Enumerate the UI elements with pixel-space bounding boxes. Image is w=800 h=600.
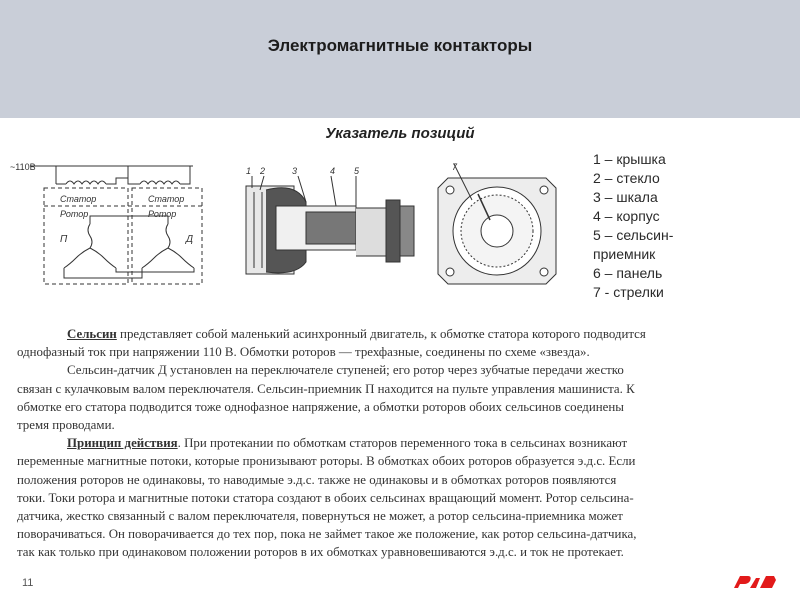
paragraph-3-line: датчика, жестко связанный с валом переключателя, повернуться не может, а ротор сельсина-приемника может: [17, 509, 623, 524]
paragraph-2-line: обмотке его статора подводится тоже однофазное напряжение, а обмотки роторов обоих сельсинов соединены: [17, 399, 624, 414]
callout-2: 2: [260, 166, 266, 176]
callout-4: 4: [330, 166, 336, 176]
paragraph-3-line: Принцип действия. При протекании по обмоткам статоров переменного тока в сельсинах возникают: [67, 436, 628, 451]
stator-label-right: Статор: [148, 194, 185, 204]
position-indicator-cross-section: [236, 162, 422, 288]
paragraph-1-line: однофазный ток при напряжении 110 В. Обмотки роторов — трехфазные, соединены по схеме «звезда».: [17, 345, 590, 360]
paragraph-2-line: связан с кулачковым валом переключателя. Сельсин-приемник П находится на пульте управления машиниста. К: [17, 381, 635, 396]
paragraph-3-line: поворачиваться. Он поворачивается до тех пор, пока не займет такое же положение, как ротор сельсина-датчика,: [17, 527, 637, 542]
rzd-logo: [732, 574, 778, 590]
selsyn-wiring-diagram: [8, 154, 208, 294]
legend-item: 6 – панель: [593, 265, 663, 281]
position-indicator-dial: [428, 160, 566, 290]
body-text: [17, 325, 777, 562]
term-principle: Принцип действия: [67, 436, 178, 451]
paragraph-1-line: Сельсин представляет собой маленький асинхронный двигатель, к обмотке статора которого подводится: [67, 327, 646, 341]
rotor-label-left: Ротор: [60, 209, 89, 219]
legend-item: 1 – крышка: [593, 151, 666, 167]
header-banner: [0, 0, 800, 118]
paragraph-2-line: тремя проводами.: [17, 418, 115, 433]
section-subtitle: Указатель позиций: [325, 125, 475, 142]
voltage-label: ~110В: [10, 162, 36, 172]
paragraph-3-line: переменные магнитные потоки, которые пронизывают роторы. В обмотках обоих роторов образуется э.д.с. Если: [17, 454, 636, 469]
page-number: 11: [22, 577, 34, 589]
legend-item: приемник: [593, 246, 656, 262]
term-selsyn: Сельсин: [67, 327, 117, 341]
callout-5: 5: [354, 166, 360, 176]
receiver-label: П: [60, 234, 68, 245]
legend-item: 4 – корпус: [593, 208, 660, 224]
legend-item: 7 - стрелки: [593, 284, 664, 300]
legend-item: 5 – сельсин-: [593, 227, 674, 243]
callout-3: 3: [292, 166, 298, 176]
callout-7: 7: [452, 162, 458, 172]
stator-label-left: Статор: [60, 194, 97, 204]
paragraph-3-line: токи. Токи ротора и магнитные потоки статора создают в обоих сельсинах вращающий момент. Ротор сельсина-: [17, 490, 634, 505]
paragraph-3-line: положения роторов не одинаковы, то наводимые э.д.с. также не одинаковы и в обмотках роторов появляются: [17, 472, 617, 487]
callout-1: 1: [246, 166, 252, 176]
sensor-label: Д: [186, 234, 194, 245]
paragraph-2-line: Сельсин-датчик Д установлен на переключателе ступеней; его ротор через зубчатые передачи жестко: [67, 363, 624, 378]
legend-list: [593, 150, 793, 302]
legend-item: 3 – шкала: [593, 189, 658, 205]
legend-item: 2 – стекло: [593, 170, 660, 186]
paragraph-3-line: так как только при одинаковом положении роторов в их обмотках уравновешиваются э.д.с. и ток не протекает.: [17, 545, 624, 560]
rotor-label-right: Ротор: [148, 209, 177, 219]
page-title: Электромагнитные контакторы: [267, 36, 533, 55]
